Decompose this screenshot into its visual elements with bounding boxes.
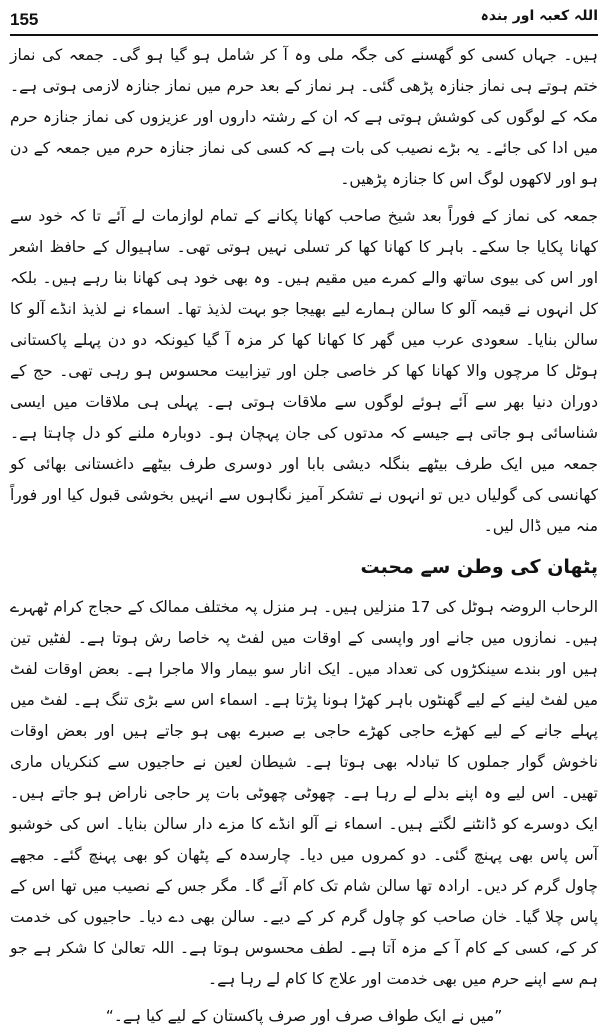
paragraph-hotel-lifts: الرحاب الروضہ ہوٹل کی 17 منزلیں ہیں۔ ہر منزل پہ مختلف ممالک کے حجاج کرام ٹھہرے ہیں۔ نمازوں میں جانے اور واپسی کے اوقات میں لفٹ پہ خاصا رش ہوتا ہے۔ لفٹیں تین ہیں اور بندے سینکڑوں کی تعداد میں۔ ایک انار سو بیمار والا ماجرا ہے۔ بعض اوقات لفٹ میں لفٹ لینے کے لیے گھنٹوں باہر کھڑا ہونا پڑتا ہے۔ اسماء اس سے بڑی تنگ ہے۔ لفٹ میں پہلے جانے کے لیے کھڑے حاجی کھڑے حاجی بے صبرے بھی ہو جاتے ہیں اور بعض اوقات ناخوش گوار جملوں کا تبادلہ بھی ہوتا ہے۔ شیطان لعین نے حاجیوں سے کنکریاں ماری تھیں۔ اس لیے وہ اپنے بدلے لے رہا ہے۔ چھوٹی چھوٹی بات پر حاجی ناراض ہو جاتے ہیں۔ ایک دوسرے کو ڈانٹنے لگتے ہیں۔ اسماء نے آلو انڈے کا مزے دار سالن بنایا۔ اس کی خوشبو آس پاس بھی پہنچ گئی۔ دو کمروں میں دیا۔ چارسدہ کے پٹھان کو بھی پہنچ گئے۔ مجھے چاول گرم کر دیں۔ ارادہ تھا سالن شام تک کام آئے گا۔ مگر جس کے نصیب میں تھا اس کے پاس چلا گیا۔ خان صاحب کو چاول گرم کر کے دیے۔ سالن بھی دے دیا۔ حاجیوں کی خدمت کر کے، کسی کے کام آ کے مزہ آتا ہے۔ لطف محسوس ہوتا ہے۔ اللہ تعالیٰ کا شکر ہے جو ہم سے اپنے حرم میں بھی خدمت اور علاج کا کام لے رہا ہے۔ [10, 598, 598, 988]
page-number: 155 [10, 10, 39, 29]
paragraph-funeral-prayer: ہیں۔ جہاں کسی کو گھسنے کی جگہ ملی وہ آ کر شامل ہو گیا ہو گی۔ جمعہ کی نماز ختم ہوتے ہی نماز جنازہ پڑھی گئی۔ ہر نماز کے بعد حرم میں نماز جنازہ لازمی ہوتی ہے۔ مکہ کے لوگوں کی کوشش ہوتی ہے کہ ان کے رشتہ داروں اور عزیزوں کی نماز جنازہ حرم میں ادا کی جائے۔ یہ بڑے نصیب کی بات ہے کہ کسی کی نماز جنازہ حرم میں جمعہ کے دن ہو اور لاکھوں لوگ اس کا جنازہ پڑھیں۔ [10, 46, 598, 188]
section-heading: پٹھان کی وطن سے محبت [360, 556, 598, 578]
closing-quote: ”میں نے ایک طواف صرف اور صرف پاکستان کے لیے کیا ہے۔“ [105, 1007, 503, 1025]
paragraph-cooking-meals: جمعہ کی نماز کے فوراً بعد شیخ صاحب کھانا پکانے کے تمام لوازمات لے آئے تا کہ خود سے کھانا پکایا جا سکے۔ باہر کا کھانا کھا کر تسلی نہیں ہوتی تھی۔ ساہیوال کے حافظ اشعر اور اس کی بیوی ساتھ والے کمرے میں مقیم ہیں۔ وہ بھی خود ہی کھانا بنا رہے ہیں۔ بلکہ کل انہوں نے قیمہ آلو کا سالن ہمارے لیے بھیجا جو بہت لذیذ تھا۔ اسماء نے لذیذ انڈے آلو کا سالن بنایا۔ سعودی عرب میں گھر کا کھانا کھا کر مزہ آ گیا کیونکہ دو دن پہلے پاکستانی ہوٹل کا مرچوں والا کھانا کھا کر خاصی جلن اور تیزابیت محسوس ہو رہی تھی۔ حج کے دوران دنیا بھر سے آئے ہوئے لوگوں سے ملاقات ہوتی ہے۔ پہلی ہی ملاقات میں ایسی شناسائی ہو جاتی ہے جیسے کہ مدتوں کی جان پہچان ہو۔ دوبارہ ملنے کو دل چاہتا ہے۔ جمعہ میں ایک طرف بیٹھے بنگلہ دیشی بابا اور دوسری طرف بیٹھے داغستانی بھائی کو کھانسی کی گولیاں دیں تو انہوں نے تشکر آمیز نگاہوں سے انہیں بخوشی قبول کیا اور فوراً منہ میں ڈال لیں۔ [10, 207, 598, 535]
page-body [10, 40, 598, 1025]
header-divider [10, 34, 598, 36]
page-header [10, 6, 598, 32]
running-title: اللہ کعبہ اور بندہ [480, 8, 598, 24]
